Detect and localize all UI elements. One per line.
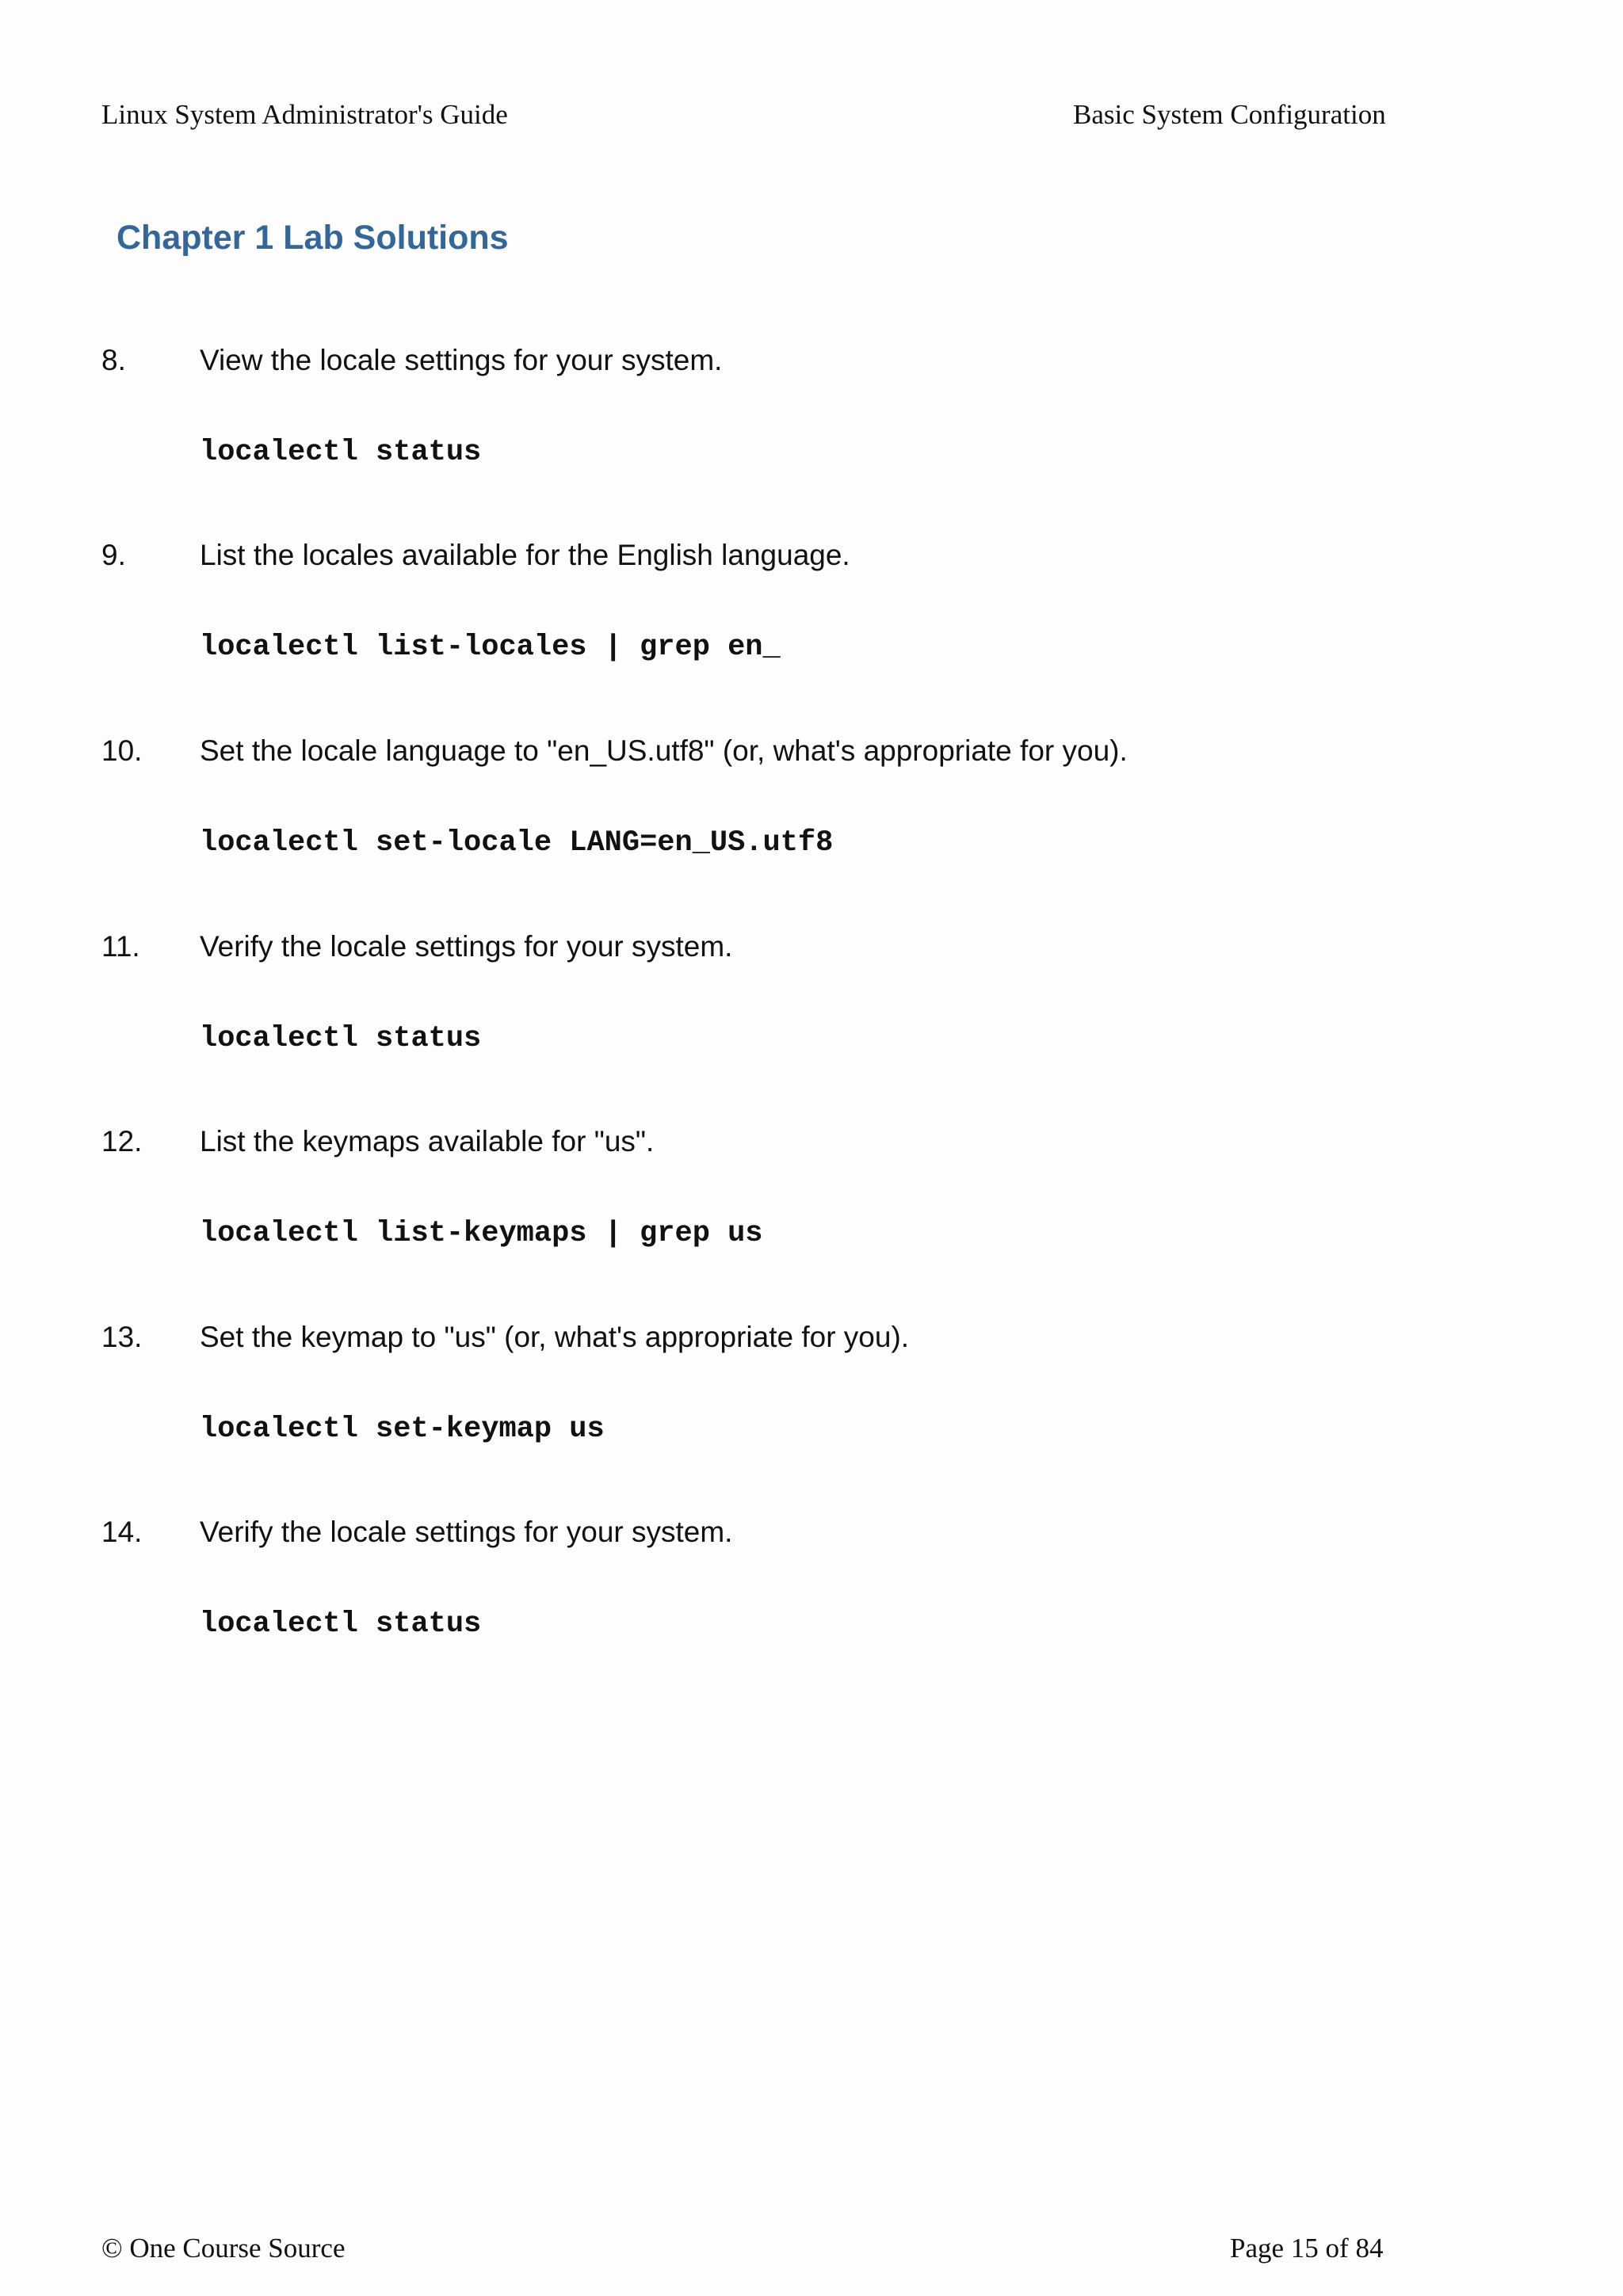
step-instruction: List the keymaps available for "us". <box>200 1125 655 1158</box>
step-command: localectl list-keymaps | grep us <box>200 1217 763 1250</box>
header-guide-title: Linux System Administrator's Guide <box>101 99 508 130</box>
step-command: localectl set-locale LANG=en_US.utf8 <box>200 826 834 860</box>
lab-step <box>101 344 1528 469</box>
step-instruction: Verify the locale settings for your system. <box>200 1516 733 1548</box>
footer-copyright: © One Course Source <box>101 2233 346 2264</box>
step-command: localectl status <box>200 1608 482 1641</box>
step-instruction: Verify the locale settings for your system. <box>200 930 733 963</box>
lab-step <box>101 1321 1528 1446</box>
lab-step <box>101 1516 1528 1641</box>
step-number: 12. <box>101 1125 143 1158</box>
step-instruction: View the locale settings for your system. <box>200 344 723 376</box>
step-command: localectl list-locales | grep en_ <box>200 631 781 664</box>
lab-step <box>101 734 1528 860</box>
step-number: 9. <box>101 539 126 571</box>
lab-step <box>101 539 1528 664</box>
step-number: 8. <box>101 344 126 376</box>
step-number: 14. <box>101 1516 143 1548</box>
step-command: localectl status <box>200 1022 482 1055</box>
step-number: 10. <box>101 734 143 767</box>
step-command: localectl set-keymap us <box>200 1413 605 1446</box>
lab-step <box>101 930 1528 1055</box>
step-command: localectl status <box>200 436 482 469</box>
footer-page-number: Page 15 of 84 <box>1230 2233 1384 2264</box>
step-number: 13. <box>101 1321 143 1353</box>
lab-step <box>101 1125 1528 1250</box>
header-section-title: Basic System Configuration <box>1073 99 1386 130</box>
chapter-title: Chapter 1 Lab Solutions <box>116 219 509 257</box>
step-instruction: List the locales available for the English language. <box>200 539 850 571</box>
step-instruction: Set the locale language to "en_US.utf8" (or, what's appropriate for you). <box>200 734 1128 767</box>
step-number: 11. <box>101 930 140 963</box>
step-instruction: Set the keymap to "us" (or, what's appropriate for you). <box>200 1321 910 1353</box>
